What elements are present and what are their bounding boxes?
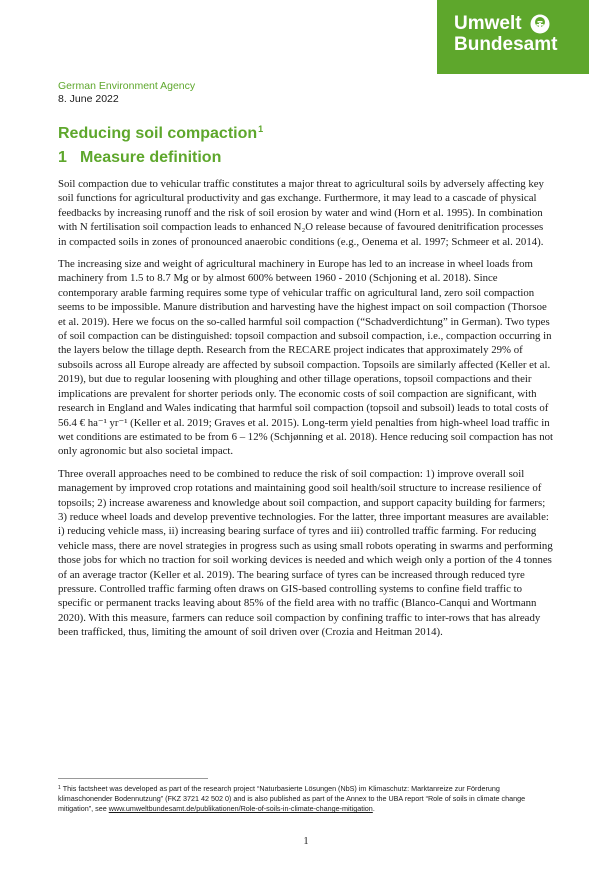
agency-name: German Environment Agency <box>58 80 196 92</box>
section-number: 1 <box>58 149 67 166</box>
page-number: 1 <box>303 836 309 847</box>
logo-line2: Bundesamt <box>454 34 558 55</box>
footnote-marker: 1 <box>58 785 61 791</box>
title-footnote-ref[interactable]: 1 <box>258 124 264 134</box>
footnote-end: . <box>372 804 375 813</box>
publication-date: 8. June 2022 <box>58 93 119 105</box>
footnote <box>58 783 554 814</box>
body-text <box>58 177 554 648</box>
section-title: Measure definition <box>80 149 222 166</box>
section-heading <box>58 147 221 169</box>
paragraph-2: The increasing size and weight of agricultural machinery in Europe has led to an increase in wheel loads from machinery from 1.5 to 8.7 Mg or by almost 600% between 1960 - 2010 (Schjoning et al. 2018). Since contemporary arable farming requires some type of vehicular traffic on agricultural land, zero soil compaction seems to be impossible. Manure distribution and harvesting have the highest impact on soil compaction (Thorsoe et al. 2019). Here we focus on the so-called harmful soil compaction (“Schadverdichtung” in German). Two types of soil compaction can be distinguished: topsoil compaction and subsoil compaction, i.e., compaction occurring in the layers below the tillage depth. Research from the RECARE project indicates that approximately 29% of subsoils across all Europe already are affected by subsoil compaction. Topsoils are similarly affected (Keller et al. 2019), but due to regular loosening with ploughing and other tillage operations, topsoil compactions and their implications are prevalent for shorter periods only. The economic costs of soil compaction are significant, with research in England and Wales indicating that harmful soil compaction (topsoil and subsoil) leads to total costs of 56.4 € ha⁻¹ yr⁻¹ (Keller et al. 2019; Graves et al. 2015). Long-term yield penalties from high-wheel load traffic in wet conditions are estimated to be from 6 – 12% (Schjønning et al. 2018). Hence reducing soil compaction has not only agronomic but also societal impact. <box>58 258 554 458</box>
footnote-text: This factsheet was developed as part of the research project “Naturbasierte Lösungen (NbS) im Klimaschutz: Marktanreize zur Förderung klimaschonender Bodennutzung” (FKZ 3721 42 502 0) and is also published as part of the Annex to the UBA report “Role of soils in climate change mitigation”, see <box>58 784 526 813</box>
document-title <box>58 118 263 145</box>
footnote-divider <box>58 778 208 779</box>
agency-logo <box>437 0 589 74</box>
paragraph-3: Three overall approaches need to be combined to reduce the risk of soil compaction: 1) improve overall soil management by improved crop rotations and maintaining good soil health/soil structure to increase resilience of topsoils; 2) increase awareness and knowledge about soil compaction, and support capacity building for farmers; 3) reduce wheel loads and develop preventive technologies. For the latter, three important measures are available: i) reducing vehicle mass, ii) increasing bearing surface of tyres and iii) controlled traffic farming. For reducing vehicle mass, there are novel strategies in progress such as using small robots operating in swarms and performing those jobs for which no traction for soil working devices is needed and which weigh only a portion of the 4 tonnes of an average tractor (Keller et al. 2019). The bearing surface of tyres can be increased through reduced tyre pressure. Controlled traffic farming often draws on GIS-based controlling systems to confine field traffic to specific or permanent tracks leaving about 85% of the field area with no traffic (Blanco-Canqui and Wortmann 2020). With this measure, farmers can reduce soil compaction by confining traffic to inter-rows that has already been trafficked, thus, limiting the amount of soil driven over (Crozia and Heitman 2014). <box>58 467 553 639</box>
tree-icon <box>530 14 550 34</box>
logo-line1: Umwelt <box>454 13 522 34</box>
title-text: Reducing soil compaction <box>58 125 258 142</box>
footnote-link[interactable]: www.umweltbundesamt.de/publikationen/Role-of-soils-in-climate-change-mitigation <box>108 804 373 813</box>
paragraph-1: Soil compaction due to vehicular traffic constitutes a major threat to agricultural soils by adversely affecting key soil functions for agricultural productivity and gas exchange. Furthermore, it may lead to a cascade of physical feedbacks by increasing runoff and the risk of soil erosion by water and wind (Horn et al. 1995). In combination with N fertilisation soil compaction leads to enhanced N₂O release because of favoured denitrification processes in compacted soils in zones of pronounced anaerobic conditions (e.g., Oenema et al. 1997; Schmeer et al. 2014). <box>58 178 544 248</box>
